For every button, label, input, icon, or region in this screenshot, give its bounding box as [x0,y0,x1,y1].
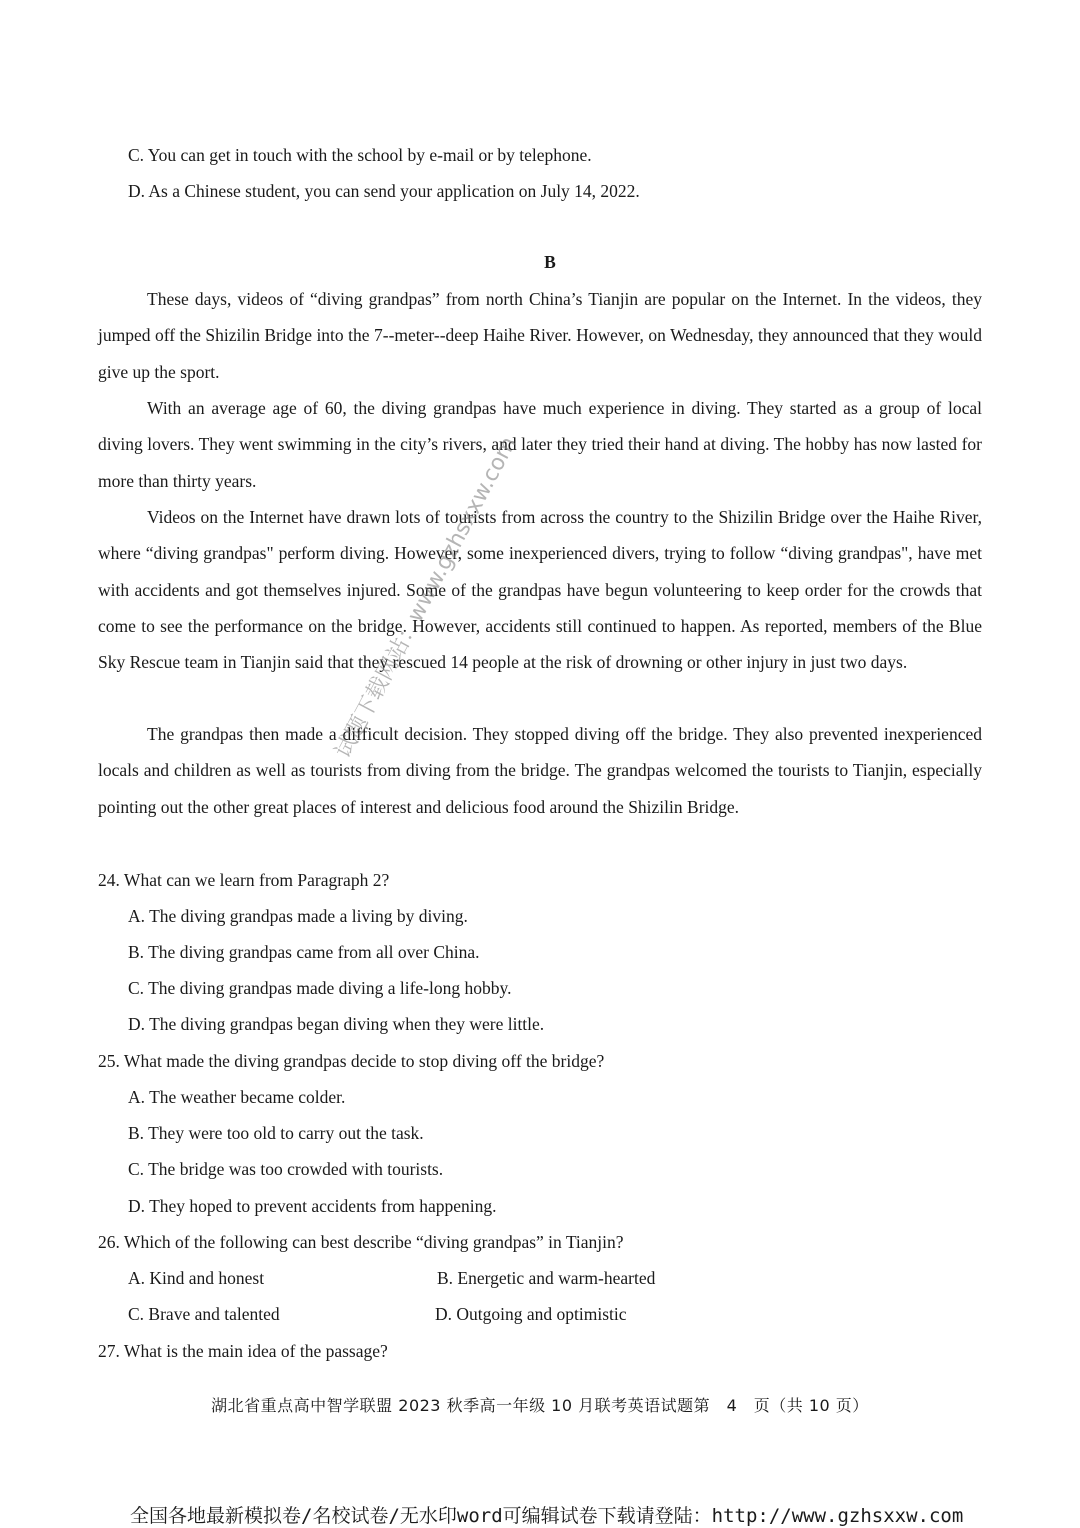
download-banner: 全国各地最新模拟卷/名校试卷/无水印word可编辑试卷下载请登陆：http://www.gzhsxxw.com [130,1505,964,1527]
question-26-option-c: C. Brave and talented [128,1304,280,1324]
question-26-option-d: D. Outgoing and optimistic [435,1304,627,1324]
question-24-option-b: B. The diving grandpas came from all over China. [128,942,480,962]
passage-paragraph-1: These days, videos of “diving grandpas” from north China’s Tianjin are popular on the Internet. In the videos, they jumped off the Shizilin Bridge into the 7--meter--deep Haihe River. However, on Wednesday, they announced that they would give up the sport. [98,289,982,382]
question-25-stem: 25. What made the diving grandpas decide to stop diving off the bridge? [98,1051,605,1071]
page-footer: 湖北省重点高中智学联盟 2023 秋季高一年级 10 月联考英语试题第 4 页（共 10 页） [211,1396,869,1415]
option-d-prev: D. As a Chinese student, you can send your application on July 14, 2022. [128,181,640,201]
question-26-stem: 26. Which of the following can best describe “diving grandpas” in Tianjin? [98,1232,624,1252]
question-25-option-a: A. The weather became colder. [128,1087,346,1107]
passage-paragraph-2: With an average age of 60, the diving grandpas have much experience in diving. They started as a group of local diving lovers. They went swimming in the city’s rivers, and later they tried their hand at diving. The hobby has now lasted for more than thirty years. [98,398,982,491]
question-27-stem: 27. What is the main idea of the passage? [98,1341,388,1361]
question-25-option-c: C. The bridge was too crowded with tourists. [128,1159,444,1179]
section-heading: B [544,252,556,272]
question-26-option-a: A. Kind and honest [128,1268,265,1288]
question-24-option-a: A. The diving grandpas made a living by diving. [128,906,468,926]
question-24-stem: 24. What can we learn from Paragraph 2? [98,870,390,890]
option-c-prev: C. You can get in touch with the school by e-mail or by telephone. [128,145,592,165]
question-25-option-b: B. They were too old to carry out the task. [128,1123,424,1143]
question-26-option-b: B. Energetic and warm-hearted [437,1268,656,1288]
question-24-option-d: D. The diving grandpas began diving when they were little. [128,1014,545,1034]
watermark: 试题下载网站：www.gzhsxxw.com [330,432,522,763]
question-25-option-d: D. They hoped to prevent accidents from happening. [128,1196,497,1216]
question-24-option-c: C. The diving grandpas made diving a life-long hobby. [128,978,512,998]
passage-paragraph-4: The grandpas then made a difficult decision. They stopped diving off the bridge. They also prevented inexperienced locals and children as well as tourists from diving from the bridge. The grandpas welcomed the tourists to Tianjin, especially pointing out the other great places of interest and delicious food around the Shizilin Bridge. [98,724,982,817]
passage-paragraph-3: Videos on the Internet have drawn lots of tourists from across the country to the Shizilin Bridge over the Haihe River, where “diving grandpas" perform diving. However, some inexperienced divers, trying to follow “diving grandpas", have met with accidents and got themselves injured. Some of the grandpas have begun volunteering to keep order for the crowds that come to see the performance on the bridge. However, accidents still continued to happen. As reported, members of the Blue Sky Rescue team in Tianjin said that they rescued 14 people at the risk of drowning or other injury in just two days. [98,507,982,673]
